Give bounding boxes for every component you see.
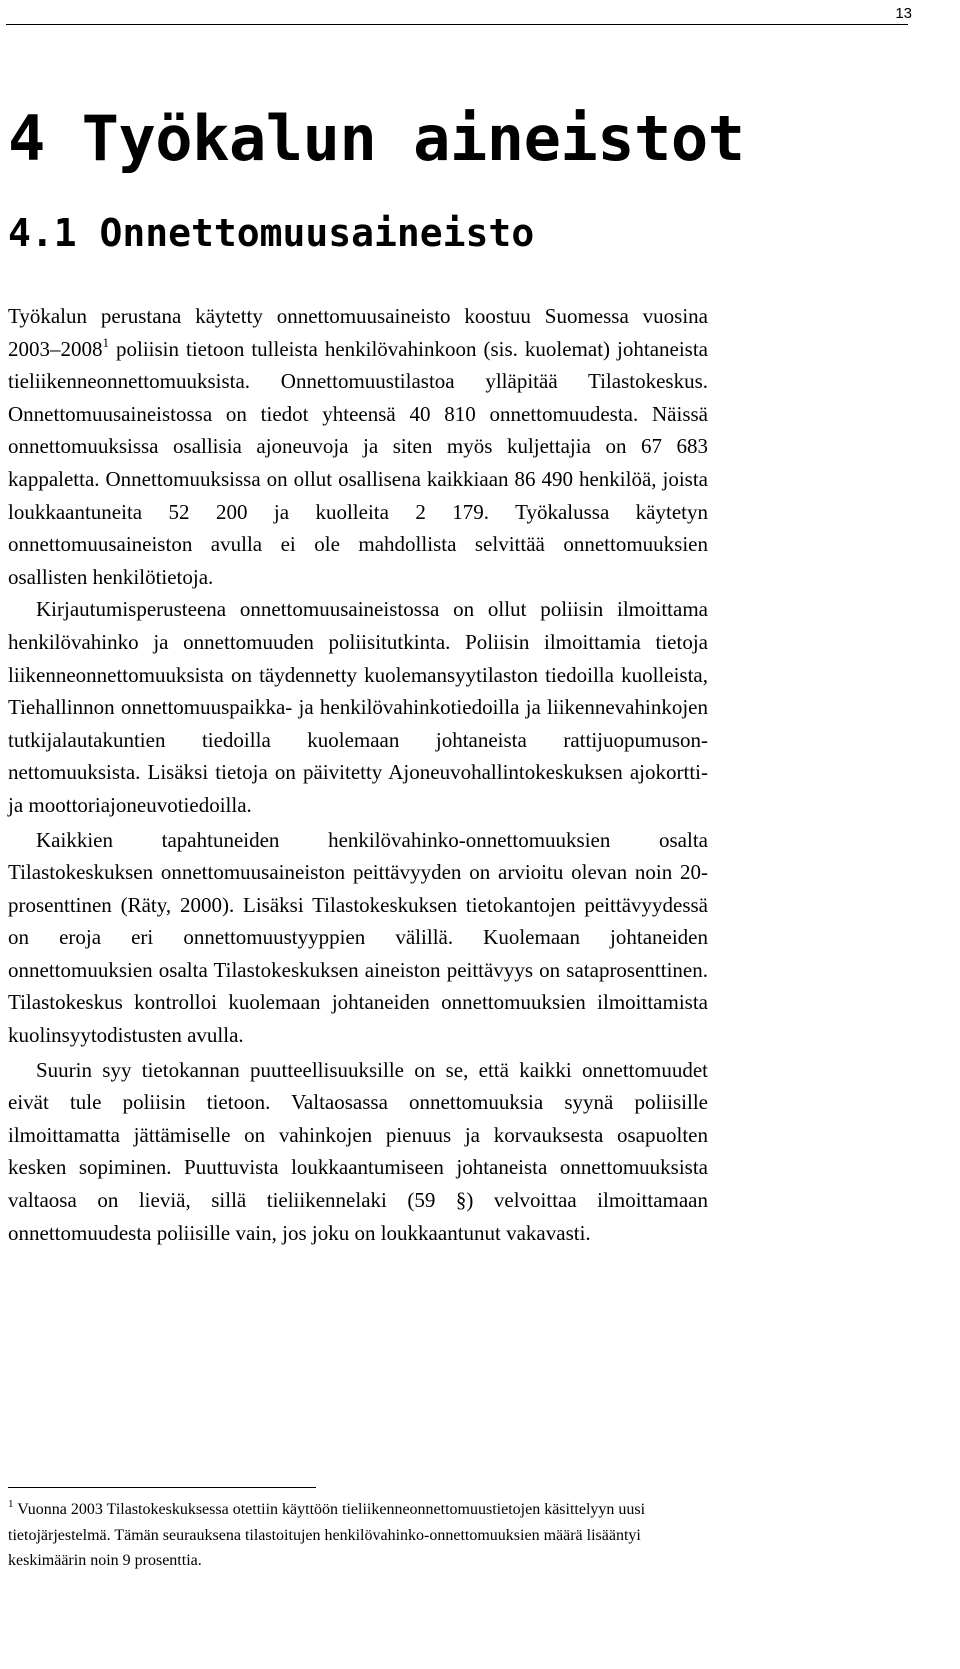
- chapter-title: 4 Työkalun aineistot: [8, 102, 745, 175]
- footnote: [8, 1497, 708, 1574]
- footnote-reference: 1: [102, 334, 109, 350]
- paragraph-2: Kirjautumisperusteena onnettomuusaineistossa on ollut poliisin ilmoittama henkilövahinko ja onnettomuuden poliisitutkinta. Poliisin ilmoittamia tietoja liikenneonnettomuuksista on täydennetty kuolemansyytilaston tiedoilla kuolleista, Tiehallinnon onnettomuuspaikka- ja henkilövahinkotiedoilla ja liikennevahinkojen tutkijalautakuntien tiedoilla kuolemaan johtaneista rattijuopumusonnettomuuksista. Lisäksi tietoja on päivitetty Ajoneuvohallintokeskuksen ajokortti- ja moottoriajoneuvotiedoilla.: [8, 597, 708, 817]
- paragraph-4: Suurin syy tietokannan puutteellisuuksille on se, että kaikki onnettomuudet eivät tule poliisin tietoon. Valtaosassa onnettomuuksia syynä poliisille ilmoittamatta jättämiselle on vahinkojen pienuus ja korvauksesta osapuolten kesken sopiminen. Puuttuvista loukkaantumiseen johtaneista onnettomuuksista valtaosa on lieviä, sillä tieliikennelaki (59 §) velvoittaa ilmoittamaan onnettomuudesta poliisille vain, jos joku on loukkaantunut vakavasti.: [8, 1057, 708, 1245]
- paragraph-1: [8, 300, 708, 593]
- header-rule: [6, 24, 908, 25]
- footnote-mark: 1: [8, 1498, 14, 1510]
- paragraph-1-text-start: Työkalun perustana käytetty onnettomuusaineisto koostuu Suomessa vuosina 2003–2008: [8, 304, 708, 361]
- footnote-text: Vuonna 2003 Tilastokeskuksessa otettiin käyttöön tieliikenneonnettomuustietojen käsittelyyn uusi tietojärjestelmä. Tämän seurauksena tilastoitujen henkilövahinko-onnettomuuksien määrä lisääntyi keskimäärin noin 9 prosenttia.: [8, 1501, 646, 1569]
- paragraph-1-text-end: poliisin tietoon tulleista henkilövahinkoon (sis. kuolemat) johtaneista tieliikenneonnettomuuksista. Onnettomuustilastoa ylläpitää Tilastokeskus. Onnettomuusaineistossa on tiedot yhteensä 40 810 onnettomuudesta. Näissä onnettomuuksissa osallisia ajoneuvoja ja siten myös kuljettajia on 67 683 kappaletta. Onnettomuuksissa on ollut osallisena kaikkiaan 86 490 henkilöä, joista loukkaantuneita 52 200 ja kuolleita 2 179. Työkalussa käytetyn onnettomuusaineiston avulla ei ole mahdollista selvittää onnettomuuksien osallisten henkilötietoja.: [8, 336, 708, 589]
- footnote-rule: [8, 1487, 316, 1488]
- paragraph-3: Kaikkien tapahtuneiden henkilövahinko-onnettomuuksien osalta Tilastokeskuksen onnettomuusaineiston peittävyyden on arvioitu olevan noin 20-prosenttinen (Räty, 2000). Lisäksi Tilastokeskuksen tietokantojen peittävyydessä on eroja eri onnettomuustyyppien välillä. Kuolemaan johtaneiden onnettomuuksien osalta Tilastokeskuksen aineiston peittävyys on sataprosenttinen. Tilastokeskus kontrolloi kuolemaan johtaneiden onnettomuuksien ilmoittamista kuolinsyytodistusten avulla.: [8, 827, 708, 1048]
- footnote-text-block: [8, 1497, 708, 1574]
- section-title: 4.1 Onnettomuusaineisto: [8, 211, 535, 255]
- page-number: 13: [895, 5, 912, 22]
- body-text: [8, 300, 708, 1249]
